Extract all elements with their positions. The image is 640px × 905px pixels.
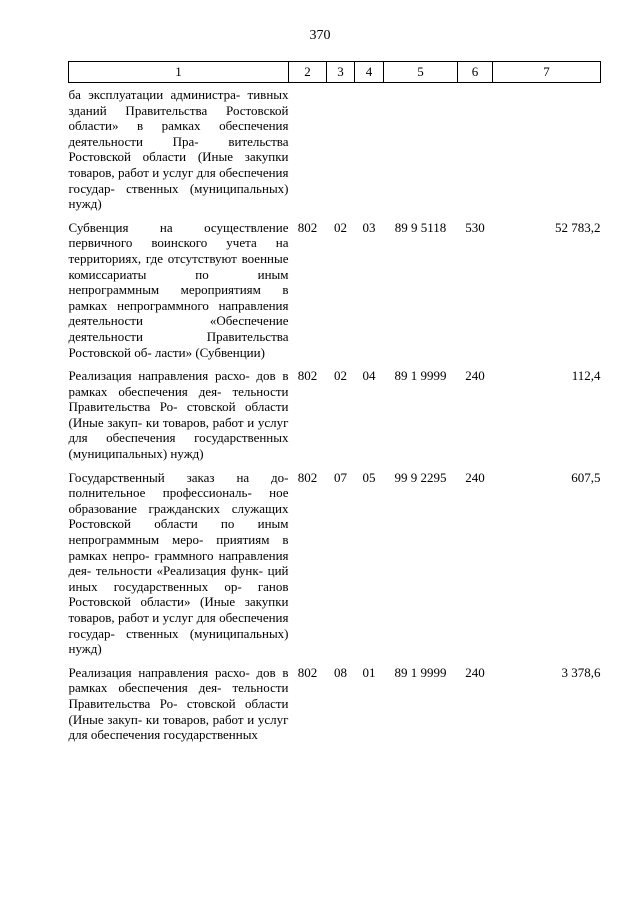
section-code: 07	[334, 469, 347, 485]
header-row	[69, 62, 601, 83]
description-line: ганов Ростовской области»	[68, 578, 289, 610]
column-header: 3	[327, 62, 355, 83]
description-line: (муниципальных) нужд)	[68, 446, 204, 462]
amount-cell: 112,4	[571, 368, 601, 384]
section-code: 02	[334, 368, 347, 384]
table-row	[69, 212, 601, 360]
description-line: услуг для обеспечения государ-	[68, 610, 289, 641]
description-line: обеспечения государственных	[106, 430, 289, 446]
description-line: (Иные закупки товаров, работ и	[68, 149, 289, 180]
description-line: обеспечения деятельности Пра-	[68, 118, 289, 149]
subsection-code: 01	[362, 664, 376, 680]
amount-cell: 607,5	[571, 469, 601, 485]
description-line: дов в рамках обеспечения дея-	[68, 368, 289, 399]
column-header: 4	[355, 62, 384, 83]
description-line: «Обеспечение деятельности	[68, 313, 289, 344]
description-line: приятиям в рамках непро-	[68, 532, 289, 563]
description-line: стовской области (Иные закуп-	[68, 695, 289, 727]
table-row	[69, 360, 601, 462]
expense-type-code: 530	[465, 219, 485, 235]
description-line: Государственный заказ на до-	[68, 469, 289, 485]
description-line: первичного воинского учета на	[68, 235, 289, 251]
description-cell	[69, 462, 289, 657]
table-body	[69, 83, 601, 743]
description-line: вительства Ростовской области	[68, 133, 289, 165]
column-header: 2	[289, 62, 327, 83]
table-row	[69, 657, 601, 743]
description-cell	[69, 657, 289, 743]
description-line: ки товаров, работ и услуг для	[68, 711, 289, 743]
description-line: ственных (муниципальных)	[126, 180, 289, 196]
expense-type-code	[458, 83, 493, 212]
description-line: по иным непрограммным меро-	[68, 516, 289, 548]
description-line: военные комиссариаты по иным	[68, 250, 289, 282]
description-line: ласти» (Субвенции)	[154, 344, 265, 360]
description-line: стовской области (Иные закуп-	[68, 399, 289, 430]
description-line: Правительства Ростовской об-	[68, 328, 289, 360]
description-line: ственных (муниципальных)	[126, 625, 289, 641]
description-line: служащих Ростовской области	[68, 500, 289, 532]
description-line: непрограммным мероприятиям	[68, 282, 261, 298]
description-line: ное образование гражданских	[68, 485, 289, 516]
section-code: 08	[334, 664, 347, 680]
section-code	[327, 83, 355, 212]
description-line: ций иных государственных ор-	[68, 563, 289, 594]
description-line: территориях, где отсутствуют	[68, 250, 237, 266]
target-article-code: 99 9 2295	[394, 469, 447, 485]
column-header: 6	[458, 62, 493, 83]
subsection-code: 04	[362, 368, 376, 384]
description-cell	[69, 212, 289, 360]
ministry-code	[289, 83, 327, 212]
column-header: 5	[384, 62, 458, 83]
description-line: тельности «Реализация функ-	[95, 563, 263, 579]
description-line: дов в рамках обеспечения дея-	[68, 664, 289, 696]
column-header: 1	[69, 62, 289, 83]
description-line: граммного направления дея-	[68, 547, 289, 579]
description-line: в рамках непрограммного	[68, 282, 289, 313]
description-line: Субвенция на осуществление	[68, 219, 289, 235]
ministry-code: 802	[297, 219, 318, 235]
section-code: 02	[334, 219, 347, 235]
description-line: тивных зданий Правительства	[68, 87, 289, 118]
description-cell	[69, 83, 289, 212]
expense-type-code: 240	[465, 664, 485, 680]
page-number: 370	[309, 28, 331, 43]
description-line: тельности Правительства Ро-	[68, 383, 289, 415]
ministry-code: 802	[297, 469, 318, 485]
subsection-code: 03	[362, 219, 376, 235]
column-header: 7	[493, 62, 601, 83]
ministry-code: 802	[297, 664, 318, 680]
description-line: Реализация направления расхо-	[68, 664, 250, 680]
target-article-code: 89 9 5118	[394, 219, 447, 235]
table-row	[69, 462, 601, 657]
target-article-code: 89 1 9999	[394, 664, 447, 680]
budget-table	[68, 61, 601, 743]
description-line: Ростовской области» в рамках	[68, 102, 289, 134]
description-line: нужд)	[68, 196, 102, 212]
expense-type-code: 240	[465, 469, 485, 485]
description-line: Реализация направления расхо-	[68, 368, 250, 384]
description-line: ки товаров, работ и услуг для	[68, 414, 289, 446]
description-line: (Иные закупки товаров, работ и	[68, 594, 289, 625]
amount-cell	[493, 83, 601, 212]
expense-type-code: 240	[465, 368, 485, 384]
description-line: обеспечения государственных	[90, 727, 258, 743]
table-row	[69, 83, 601, 212]
amount-cell: 3 378,6	[561, 664, 601, 680]
description-line: тельности Правительства Ро-	[68, 680, 289, 711]
amount-cell: 52 783,2	[555, 219, 601, 235]
description-line: нужд)	[68, 641, 102, 657]
description-line: ба эксплуатации администра-	[68, 87, 241, 102]
target-article-code: 89 1 9999	[394, 368, 447, 384]
description-line: полнительное профессиональ-	[68, 485, 252, 501]
description-line: услуг для обеспечения государ-	[68, 164, 289, 196]
target-article-code	[384, 83, 458, 212]
subsection-code	[355, 83, 384, 212]
description-cell	[69, 360, 289, 462]
ministry-code: 802	[297, 368, 318, 384]
description-line: направления деятельности	[68, 297, 289, 329]
subsection-code: 05	[362, 469, 376, 485]
